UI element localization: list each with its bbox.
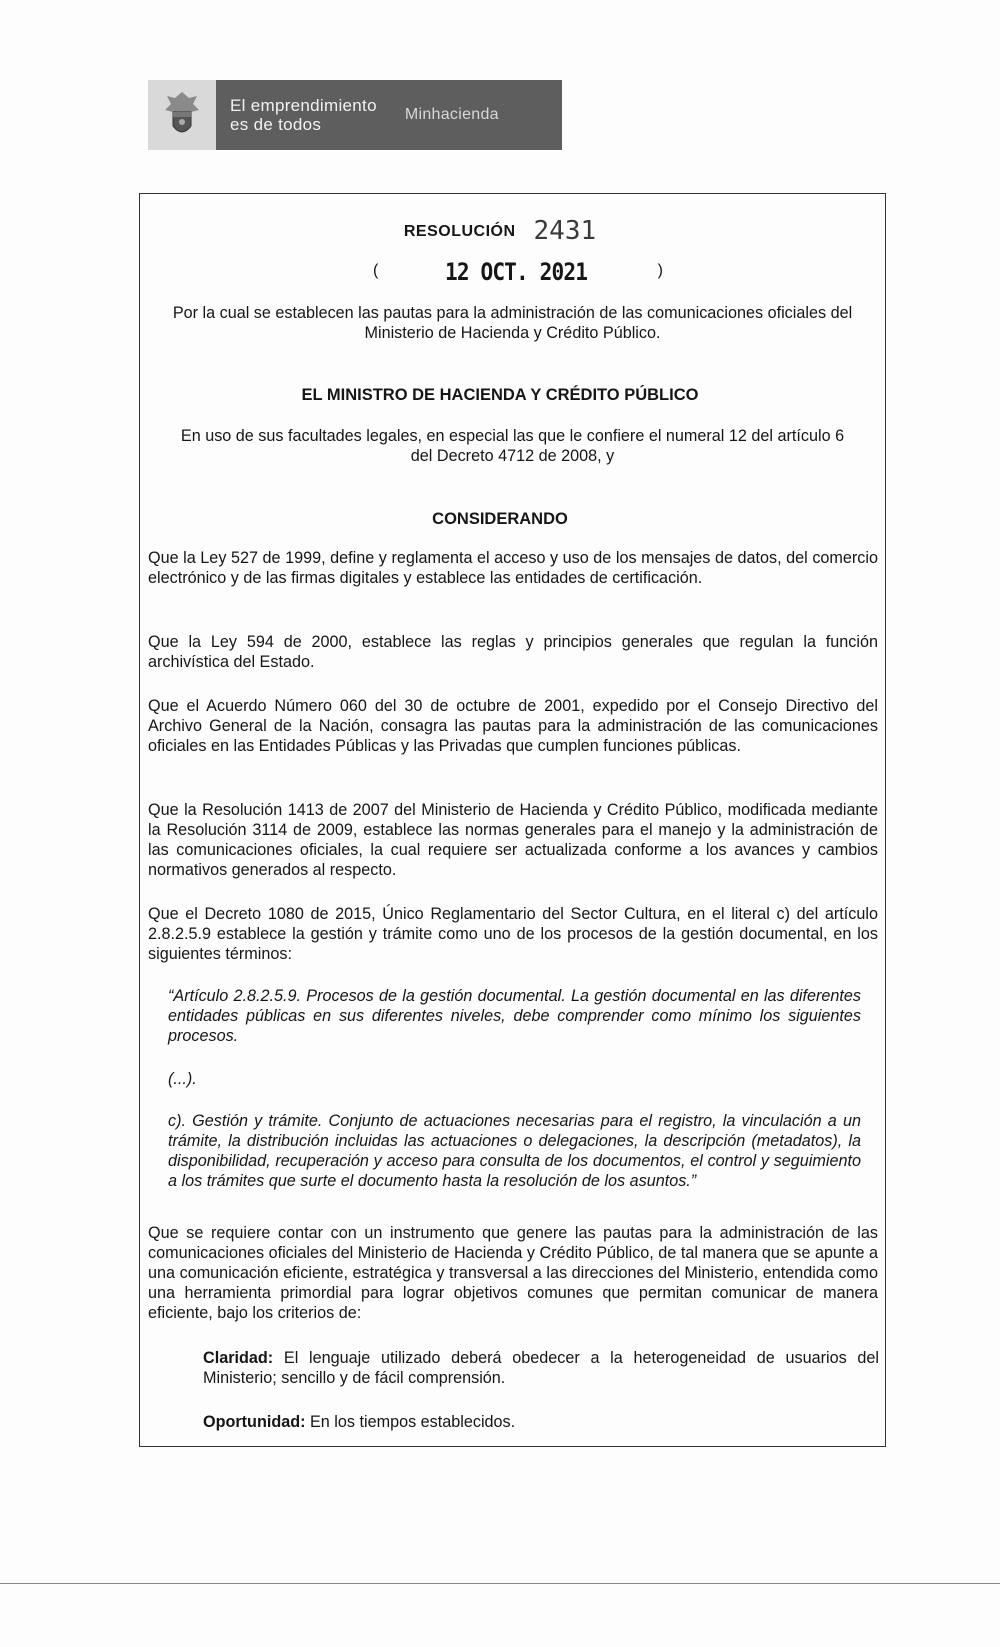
paren-open: ( (373, 262, 379, 279)
footer-divider (0, 1583, 1000, 1584)
authority-title: EL MINISTRO DE HACIENDA Y CRÉDITO PÚBLICO (301, 386, 699, 404)
resolution-label: RESOLUCIÓN (403, 223, 516, 240)
quote-gestion-tramite: c). Gestión y trámite. Conjunto de actuaciones necesarias para el registro, la vinculación a un trámite, la distribución incluidas las actuaciones o delegaciones, la descripción (metadatos), la disponibilidad, recuperación y acceso para consulta de los documentos, el control y seguimiento a los trámites que surte el documento hasta la resolución de los asuntos.” (168, 1112, 861, 1190)
criterion-claridad-text: El lenguaje utilizado deberá obedecer a la heterogeneidad de usuarios del Ministerio; sencillo y de fácil comprensión. (203, 1349, 880, 1387)
criterion-oportunidad (203, 1412, 879, 1432)
criterion-oportunidad-term: Oportunidad: (203, 1413, 306, 1431)
colombia-coat-of-arms-icon (148, 80, 216, 150)
logo-band (216, 80, 562, 150)
paragraph-instrumento: Que se requiere contar con un instrumento que genere las pautas para la administración de las comunicaciones oficiales del Ministerio de Hacienda y Crédito Público, de tal manera que se apunte a una comunicación eficiente, estratégica y transversal a las direcciones del Ministerio, entendida como una herramienta primordial para lograr objetivos comunes que permitan comunicar de manera eficiente, bajo los criterios de: (148, 1224, 878, 1322)
faculties-text: En uso de sus facultades legales, en especial las que le confiere el numeral 12 del artículo 6 del Decreto 4712 de 2008, y (180, 427, 845, 465)
slogan-line-2: es de todos (230, 115, 322, 134)
resolution-heading (0, 216, 1000, 246)
considerando-heading: CONSIDERANDO (432, 510, 568, 528)
minhacienda-header-logo (148, 80, 562, 150)
criterion-claridad-term: Claridad: (203, 1349, 274, 1367)
slogan (230, 96, 377, 134)
quote-articulo: “Artículo 2.8.2.5.9. Procesos de la gestión documental. La gestión documental en las diferentes entidades públicas en sus diferentes niveles, debe comprender como mínimo los siguientes procesos. (168, 987, 861, 1045)
resolution-date-row (373, 258, 663, 288)
criterion-oportunidad-text: En los tiempos establecidos. (310, 1413, 516, 1431)
paren-close: ) (657, 262, 663, 279)
resolution-number: 2431 (533, 216, 597, 246)
paragraph-resolucion-1413: Que la Resolución 1413 de 2007 del Ministerio de Hacienda y Crédito Público, modificada mediante la Resolución 3114 de 2009, establece las normas generales para el manejo y la administración de las comunicaciones oficiales, la cual requiere ser actualizada conforme a los avances y cambios normativos generados al respecto. (148, 801, 878, 879)
quote-ellipsis: (...). (168, 1070, 197, 1088)
criterion-claridad (203, 1348, 879, 1388)
ministry-brand: Minhacienda (404, 106, 499, 123)
slogan-line-1: El emprendimiento (230, 96, 377, 115)
paragraph-ley-527: Que la Ley 527 de 1999, define y reglamenta el acceso y uso de los mensajes de datos, del comercio electrónico y de las firmas digitales y establece las entidades de certificación. (148, 549, 878, 587)
resolution-subject: Por la cual se establecen las pautas para la administración de las comunicaciones oficiales del Ministerio de Hacienda y Crédito Público. (172, 304, 853, 342)
paragraph-decreto-1080: Que el Decreto 1080 de 2015, Único Reglamentario del Sector Cultura, en el literal c) del artículo 2.8.2.5.9 establece la gestión y trámite como uno de los procesos de la gestión documental, en los siguientes términos: (148, 905, 878, 963)
paragraph-acuerdo-060: Que el Acuerdo Número 060 del 30 de octubre de 2001, expedido por el Consejo Directivo del Archivo General de la Nación, consagra las pautas para la administración de las comunicaciones oficiales en las Entidades Públicas y las Privadas que cumplen funciones públicas. (148, 697, 878, 755)
paragraph-ley-594: Que la Ley 594 de 2000, establece las reglas y principios generales que regulan la función archivística del Estado. (148, 633, 878, 671)
date-stamp: 12 OCT. 2021 (445, 258, 588, 286)
